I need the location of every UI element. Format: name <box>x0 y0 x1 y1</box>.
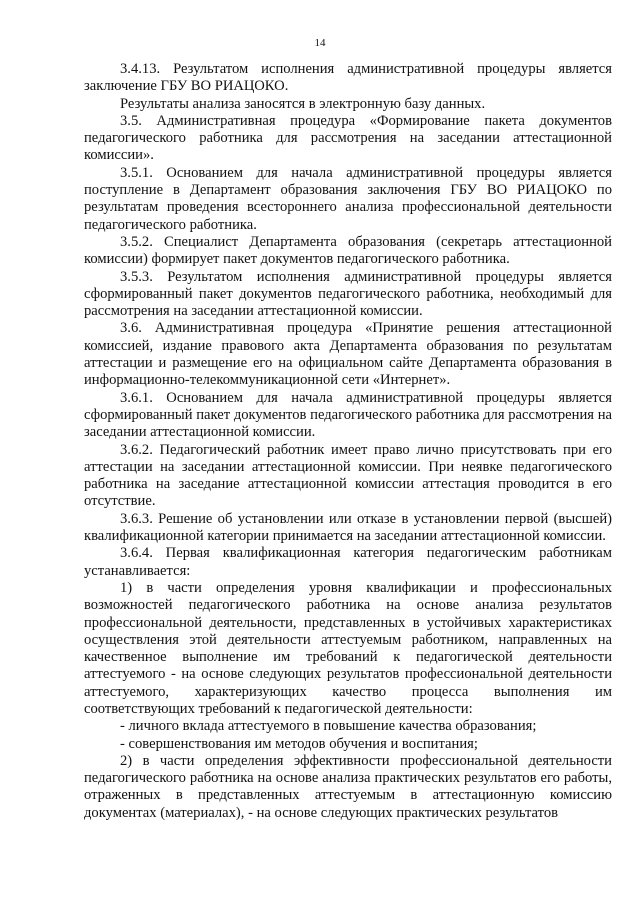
paragraph-3-5: 3.5. Административная процедура «Формирование пакета документов педагогического работника для рассмотрения на заседании аттестационной комиссии». <box>84 112 612 164</box>
paragraph-3-6-3: 3.6.3. Решение об установлении или отказе в установлении первой (высшей) квалификационной категории принимается на заседании аттестационной комиссии. <box>84 510 612 545</box>
list-item-1: 1) в части определения уровня квалификации и профессиональных возможностей педагогического работника на основе анализа результатов профессиональной деятельности, представленных в устойчивых характеристиках осуществления этой деятельности аттестуемым работником, направленных на качественное выполнение им требований к педагогической деятельности аттестуемого - на основе следующих результатов профессиональной деятельности аттестуемого, характеризующих качество процесса выполнения им соответствующих требований к педагогической деятельности: <box>84 579 612 717</box>
paragraph-3-6-2: 3.6.2. Педагогический работник имеет право лично присутствовать при его аттестации на заседании аттестационной комиссии. При неявке педагогического работника на заседание аттестационной комиссии аттестация проводится в его отсутствие. <box>84 441 612 510</box>
list-item-2: 2) в части определения эффективности профессиональной деятельности педагогического работника на основе анализа практических результатов его работы, отраженных в представленных аттестуемым в аттестационную комиссию документах (материалах), - на основе следующих практических результатов <box>84 752 612 821</box>
paragraph-3-6-1: 3.6.1. Основанием для начала административной процедуры является сформированный пакет документов педагогического работника для рассмотрения на заседании аттестационной комиссии. <box>84 389 612 441</box>
paragraph-3-5-3: 3.5.3. Результатом исполнения административной процедуры является сформированный пакет документов педагогического работника, необходимый для рассмотрения на заседании аттестационной комиссии. <box>84 268 612 320</box>
paragraph-analysis-results: Результаты анализа заносятся в электронную базу данных. <box>120 95 486 112</box>
paragraph-3-4-13: 3.4.13. Результатом исполнения административной процедуры является заключение ГБУ ВО РИАЦОКО. <box>84 61 612 95</box>
paragraph-3-5-2: 3.5.2. Специалист Департамента образования (секретарь аттестационной комиссии) формирует пакет документов педагогического работника. <box>84 233 612 268</box>
paragraph-3-6: 3.6. Административная процедура «Принятие решения аттестационной комиссией, издание правового акта Департамента образования по результатам аттестации и размещение его на официальном сайте Департамента образования в информационно-телекоммуникационной сети «Интернет». <box>84 320 612 389</box>
paragraph-3-6-4: 3.6.4. Первая квалификационная категория педагогическим работникам устанавливается: <box>84 545 612 579</box>
list-item-personal-contribution: - личного вклада аттестуемого в повышение качества образования; <box>120 718 537 735</box>
paragraph-3-5-1: 3.5.1. Основанием для начала административной процедуры является поступление в Департамент образования заключения ГБУ ВО РИАЦОКО по результатам проведения всестороннего анализа профессиональной деятельности педагогического работника. <box>84 164 612 233</box>
document-body <box>84 61 612 822</box>
page-number: 14 <box>314 37 326 49</box>
list-item-teaching-methods: - совершенствования им методов обучения и воспитания; <box>120 735 478 752</box>
